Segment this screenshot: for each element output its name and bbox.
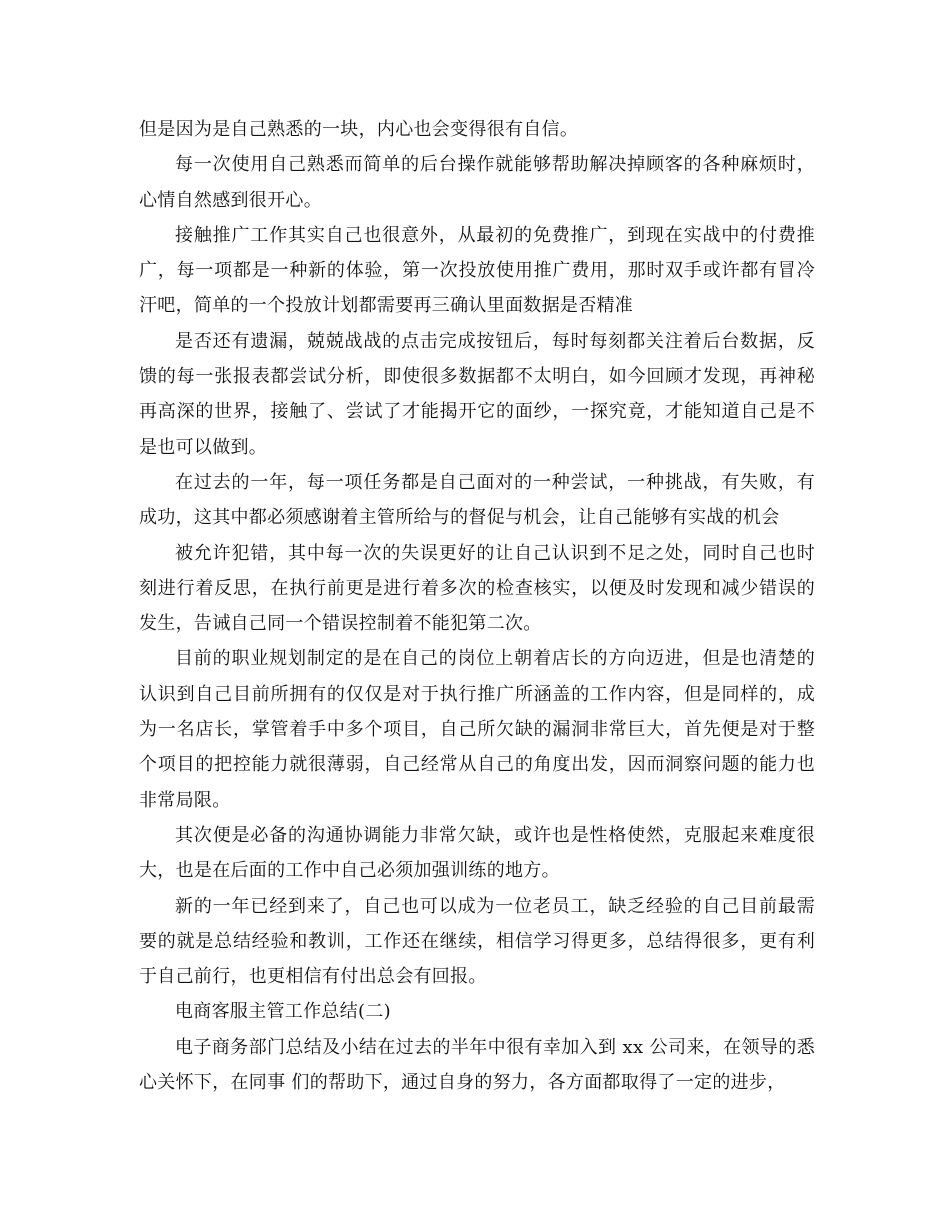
paragraph: 每一次使用自己熟悉而简单的后台操作就能够帮助解决掉顾客的各种麻烦时，心情自然感到很开心。	[139, 154, 815, 211]
section-heading: 电商客服主管工作总结(二)	[175, 1001, 391, 1023]
paragraph: 接触推广工作其实自己也很意外，从最初的免费推广，到现在实战中的付费推广，每一项都是一种新的体验，第一次投放使用推广费用，那时双手或许都有冒冷汗吧，简单的一个投放计划都需要再三确认里面数据是否精准	[139, 224, 815, 317]
paragraph: 在过去的一年，每一项任务都是自己面对的一种尝试，一种挑战，有失败，有成功，这其中都必须感谢着主管所给与的督促与机会，让自己能够有实战的机会	[139, 471, 815, 529]
paragraph: 是否还有遗漏，兢兢战战的点击完成按钮后，每时每刻都关注着后台数据，反馈的每一张报表都尝试分析，即使很多数据都不太明白，如今回顾才发现，再神秘再高深的世界，接触了、尝试了才能揭开它的面纱，一探究竟，才能知道自己是不是也可以做到。	[139, 330, 815, 458]
paragraph: 新的一年已经到来了，自己也可以成为一位老员工，缺乏经验的自己目前最需要的就是总结经验和教训，工作还在继续，相信学习得更多，总结得很多，更有利于自己前行，也更相信有付出总会有回报。	[139, 895, 815, 988]
paragraph: 电子商务部门总结及小结在过去的半年中很有幸加入到 xx 公司来，在领导的悉心关怀下，在同事 们的帮助下，通过自身的努力，各方面都取得了一定的进步，	[139, 1036, 815, 1094]
paragraph: 被允许犯错，其中每一次的失误更好的让自己认识到不足之处，同时自己也时刻进行着反思，在执行前更是进行着多次的检查核实，以便及时发现和减少错误的发生，告诫自己同一个错误控制着不能犯第二次。	[139, 542, 815, 635]
paragraph: 其次便是必备的沟通协调能力非常欠缺，或许也是性格使然，克服起来难度很大，也是在后面的工作中自己必须加强训练的地方。	[139, 824, 815, 882]
document-page	[139, 112, 815, 1100]
paragraph: 目前的职业规划制定的是在自己的岗位上朝着店长的方向迈进，但是也清楚的认识到自己目前所拥有的仅仅是对于执行推广所涵盖的工作内容，但是同样的，成为一名店长，掌管着手中多个项目，自己所欠缺的漏洞非常巨大，首先便是对于整个项目的把控能力就很薄弱，自己经常从自己的角度出发，因而洞察问题的能力也非常局限。	[139, 648, 815, 811]
paragraph-continuation: 但是因为是自己熟悉的一块，内心也会变得很有自信。	[139, 119, 579, 140]
